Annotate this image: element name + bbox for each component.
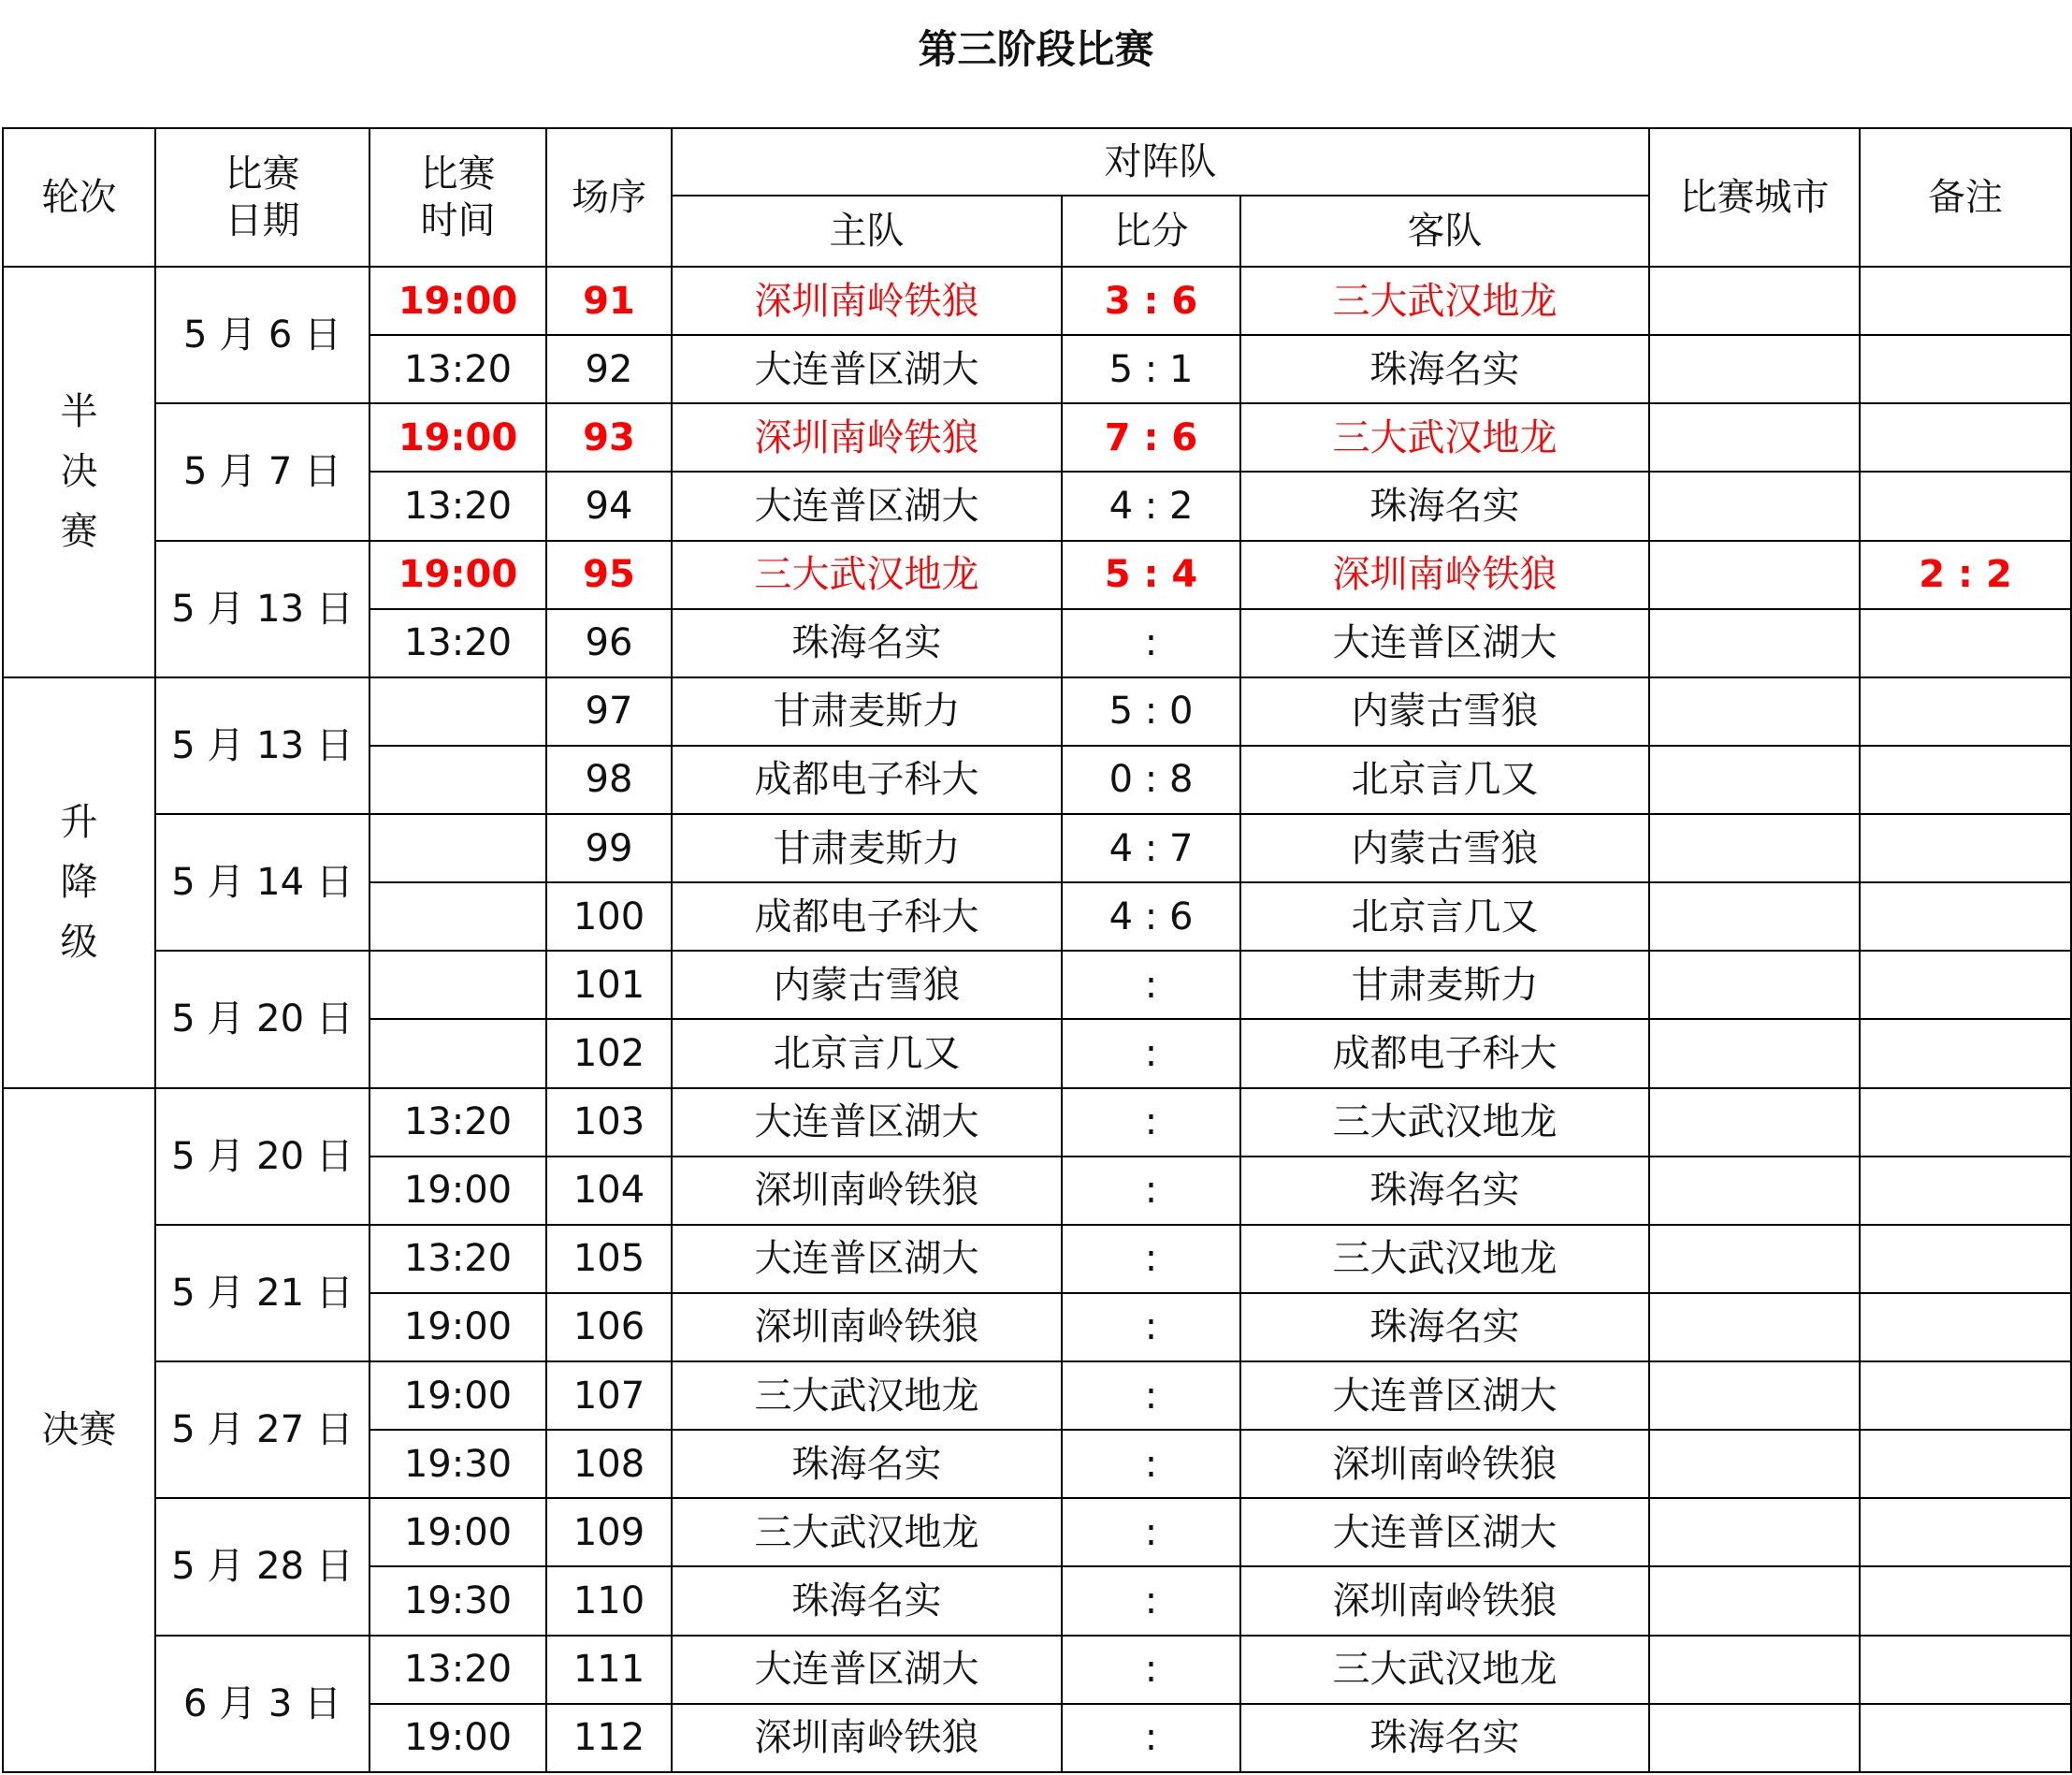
away-team-cell: 北京言几又 [1240,746,1649,814]
time-cell: 19:00 [369,1293,546,1361]
away-team-cell: 甘肃麦斯力 [1240,951,1649,1019]
table-row [3,1498,2071,1566]
city-cell [1649,1430,1860,1498]
time-cell: 19:00 [369,267,546,335]
city-cell [1649,677,1860,746]
away-team-cell: 北京言几又 [1240,882,1649,951]
match-no-cell: 105 [546,1225,672,1293]
header-match-no: 场序 [546,128,672,267]
away-team-cell: 珠海名实 [1240,1293,1649,1361]
time-cell [369,951,546,1019]
match-no-cell: 100 [546,882,672,951]
score-cell: 5 : 4 [1062,541,1240,609]
away-team-cell: 三大武汉地龙 [1240,1088,1649,1157]
date-cell: 5 月 27 日 [155,1361,369,1498]
time-cell [369,677,546,746]
match-no-cell: 92 [546,335,672,403]
note-cell [1860,1704,2071,1772]
header-date-line1: 比赛 [225,153,300,196]
home-team-cell: 三大武汉地龙 [672,541,1062,609]
match-no-cell: 99 [546,814,672,882]
match-no-cell: 104 [546,1157,672,1225]
round-cell [3,267,155,677]
note-cell [1860,403,2071,472]
match-no-cell: 97 [546,677,672,746]
note-cell [1860,1088,2071,1157]
note-cell [1860,1157,2071,1225]
away-team-cell: 深圳南岭铁狼 [1240,1430,1649,1498]
city-cell [1649,1704,1860,1772]
home-team-cell: 珠海名实 [672,609,1062,677]
away-team-cell: 三大武汉地龙 [1240,1225,1649,1293]
city-cell [1649,472,1860,540]
city-cell [1649,335,1860,403]
match-no-cell: 102 [546,1019,672,1087]
date-cell: 5 月 21 日 [155,1225,369,1361]
time-cell: 19:00 [369,403,546,472]
home-team-cell: 甘肃麦斯力 [672,677,1062,746]
home-team-cell: 大连普区湖大 [672,1225,1062,1293]
match-no-cell: 112 [546,1704,672,1772]
city-cell [1649,1019,1860,1087]
home-team-cell: 大连普区湖大 [672,472,1062,540]
score-cell: 5 : 0 [1062,677,1240,746]
home-team-cell: 深圳南岭铁狼 [672,403,1062,472]
home-team-cell: 成都电子科大 [672,746,1062,814]
header-home: 主队 [672,196,1062,267]
table-row [3,1361,2071,1430]
header-away: 客队 [1240,196,1649,267]
home-team-cell: 三大武汉地龙 [672,1361,1062,1430]
time-cell: 13:20 [369,1088,546,1157]
city-cell [1649,1088,1860,1157]
date-cell: 6 月 3 日 [155,1636,369,1773]
home-team-cell: 大连普区湖大 [672,1636,1062,1704]
schedule-body [3,267,2071,1772]
city-cell [1649,1361,1860,1430]
note-cell [1860,882,2071,951]
score-cell: : [1062,1636,1240,1704]
home-team-cell: 珠海名实 [672,1566,1062,1635]
time-cell [369,1019,546,1087]
table-row [3,1225,2071,1293]
city-cell [1649,1157,1860,1225]
home-team-cell: 深圳南岭铁狼 [672,1293,1062,1361]
header-round: 轮次 [3,128,155,267]
note-cell [1860,1636,2071,1704]
score-cell: 4 : 6 [1062,882,1240,951]
date-cell: 5 月 7 日 [155,403,369,540]
score-cell: : [1062,1088,1240,1157]
home-team-cell: 大连普区湖大 [672,335,1062,403]
header-time-line1: 比赛 [420,153,496,196]
score-cell: : [1062,1498,1240,1566]
score-cell: : [1062,951,1240,1019]
time-cell: 19:00 [369,1704,546,1772]
away-team-cell: 深圳南岭铁狼 [1240,1566,1649,1635]
header-time-line2: 时间 [420,199,496,242]
date-cell: 5 月 20 日 [155,951,369,1087]
round-name: 决赛 [41,1408,117,1452]
note-cell [1860,746,2071,814]
away-team-cell: 大连普区湖大 [1240,609,1649,677]
score-cell: : [1062,1704,1240,1772]
away-team-cell: 大连普区湖大 [1240,1498,1649,1566]
home-team-cell: 内蒙古雪狼 [672,951,1062,1019]
home-team-cell: 成都电子科大 [672,882,1062,951]
header-note: 备注 [1860,128,2071,267]
city-cell [1649,882,1860,951]
score-cell: : [1062,1566,1240,1635]
note-cell [1860,1225,2071,1293]
city-cell [1649,1293,1860,1361]
match-no-cell: 106 [546,1293,672,1361]
match-no-cell: 107 [546,1361,672,1430]
time-cell: 19:00 [369,1361,546,1430]
match-no-cell: 110 [546,1566,672,1635]
city-cell [1649,609,1860,677]
note-cell [1860,1293,2071,1361]
city-cell [1649,1566,1860,1635]
time-cell: 19:30 [369,1566,546,1635]
time-cell: 13:20 [369,1225,546,1293]
match-no-cell: 109 [546,1498,672,1566]
note-cell [1860,609,2071,677]
note-cell [1860,1498,2071,1566]
home-team-cell: 深圳南岭铁狼 [672,1704,1062,1772]
table-row [3,951,2071,1019]
date-cell: 5 月 14 日 [155,814,369,951]
match-no-cell: 96 [546,609,672,677]
score-cell: : [1062,1225,1240,1293]
score-cell: 4 : 7 [1062,814,1240,882]
time-cell: 13:20 [369,335,546,403]
note-cell [1860,267,2071,335]
time-cell [369,746,546,814]
round-name: 半决赛 [60,390,98,554]
match-no-cell: 94 [546,472,672,540]
note-cell [1860,951,2071,1019]
date-cell: 5 月 13 日 [155,541,369,677]
away-team-cell: 深圳南岭铁狼 [1240,541,1649,609]
note-cell [1860,1361,2071,1430]
score-cell: : [1062,1293,1240,1361]
home-team-cell: 北京言几又 [672,1019,1062,1087]
header-matchup: 对阵队 [672,128,1649,196]
home-team-cell: 甘肃麦斯力 [672,814,1062,882]
match-no-cell: 111 [546,1636,672,1704]
table-row [3,403,2071,472]
time-cell: 19:00 [369,541,546,609]
city-cell [1649,403,1860,472]
round-name: 升降级 [60,801,98,965]
note-cell [1860,1566,2071,1635]
home-team-cell: 大连普区湖大 [672,1088,1062,1157]
score-cell: : [1062,1361,1240,1430]
match-no-cell: 98 [546,746,672,814]
header-date [155,128,369,267]
match-no-cell: 91 [546,267,672,335]
time-cell: 13:20 [369,609,546,677]
table-row [3,267,2071,335]
note-cell [1860,1430,2071,1498]
city-cell [1649,814,1860,882]
round-cell [3,677,155,1088]
away-team-cell: 珠海名实 [1240,335,1649,403]
score-cell: : [1062,1157,1240,1225]
match-no-cell: 103 [546,1088,672,1157]
match-no-cell: 108 [546,1430,672,1498]
header-city: 比赛城市 [1649,128,1860,267]
city-cell [1649,541,1860,609]
date-cell: 5 月 28 日 [155,1498,369,1635]
score-cell: 7 : 6 [1062,403,1240,472]
score-cell: : [1062,1019,1240,1087]
time-cell: 19:00 [369,1157,546,1225]
table-row [3,814,2071,882]
home-team-cell: 深圳南岭铁狼 [672,267,1062,335]
score-cell: 5 : 1 [1062,335,1240,403]
city-cell [1649,267,1860,335]
note-cell [1860,472,2071,540]
city-cell [1649,1225,1860,1293]
away-team-cell: 内蒙古雪狼 [1240,677,1649,746]
score-cell: 4 : 2 [1062,472,1240,540]
time-cell: 19:00 [369,1498,546,1566]
away-team-cell: 珠海名实 [1240,472,1649,540]
note-cell [1860,1019,2071,1087]
round-cell [3,1088,155,1773]
time-cell [369,814,546,882]
page-title: 第三阶段比赛 [918,26,1154,72]
time-cell [369,882,546,951]
time-cell: 19:30 [369,1430,546,1498]
time-cell: 13:20 [369,1636,546,1704]
away-team-cell: 三大武汉地龙 [1240,403,1649,472]
schedule-table [2,127,2072,1773]
match-no-cell: 95 [546,541,672,609]
city-cell [1649,746,1860,814]
header-date-line2: 日期 [225,199,300,242]
header-score: 比分 [1062,196,1240,267]
city-cell [1649,1498,1860,1566]
away-team-cell: 成都电子科大 [1240,1019,1649,1087]
away-team-cell: 三大武汉地龙 [1240,267,1649,335]
note-cell: 2 : 2 [1860,541,2071,609]
date-cell: 5 月 20 日 [155,1088,369,1225]
match-no-cell: 93 [546,403,672,472]
header-time [369,128,546,267]
away-team-cell: 珠海名实 [1240,1157,1649,1225]
note-cell [1860,814,2071,882]
match-no-cell: 101 [546,951,672,1019]
away-team-cell: 珠海名实 [1240,1704,1649,1772]
score-cell: : [1062,609,1240,677]
table-row [3,1088,2071,1157]
home-team-cell: 深圳南岭铁狼 [672,1157,1062,1225]
date-cell: 5 月 13 日 [155,677,369,814]
time-cell: 13:20 [369,472,546,540]
city-cell [1649,1636,1860,1704]
note-cell [1860,677,2071,746]
away-team-cell: 内蒙古雪狼 [1240,814,1649,882]
home-team-cell: 珠海名实 [672,1430,1062,1498]
away-team-cell: 三大武汉地龙 [1240,1636,1649,1704]
home-team-cell: 三大武汉地龙 [672,1498,1062,1566]
score-cell: 3 : 6 [1062,267,1240,335]
table-row [3,541,2071,609]
note-cell [1860,335,2071,403]
city-cell [1649,951,1860,1019]
score-cell: 0 : 8 [1062,746,1240,814]
table-row [3,677,2071,746]
table-row [3,1636,2071,1704]
date-cell: 5 月 6 日 [155,267,369,403]
away-team-cell: 大连普区湖大 [1240,1361,1649,1430]
score-cell: : [1062,1430,1240,1498]
